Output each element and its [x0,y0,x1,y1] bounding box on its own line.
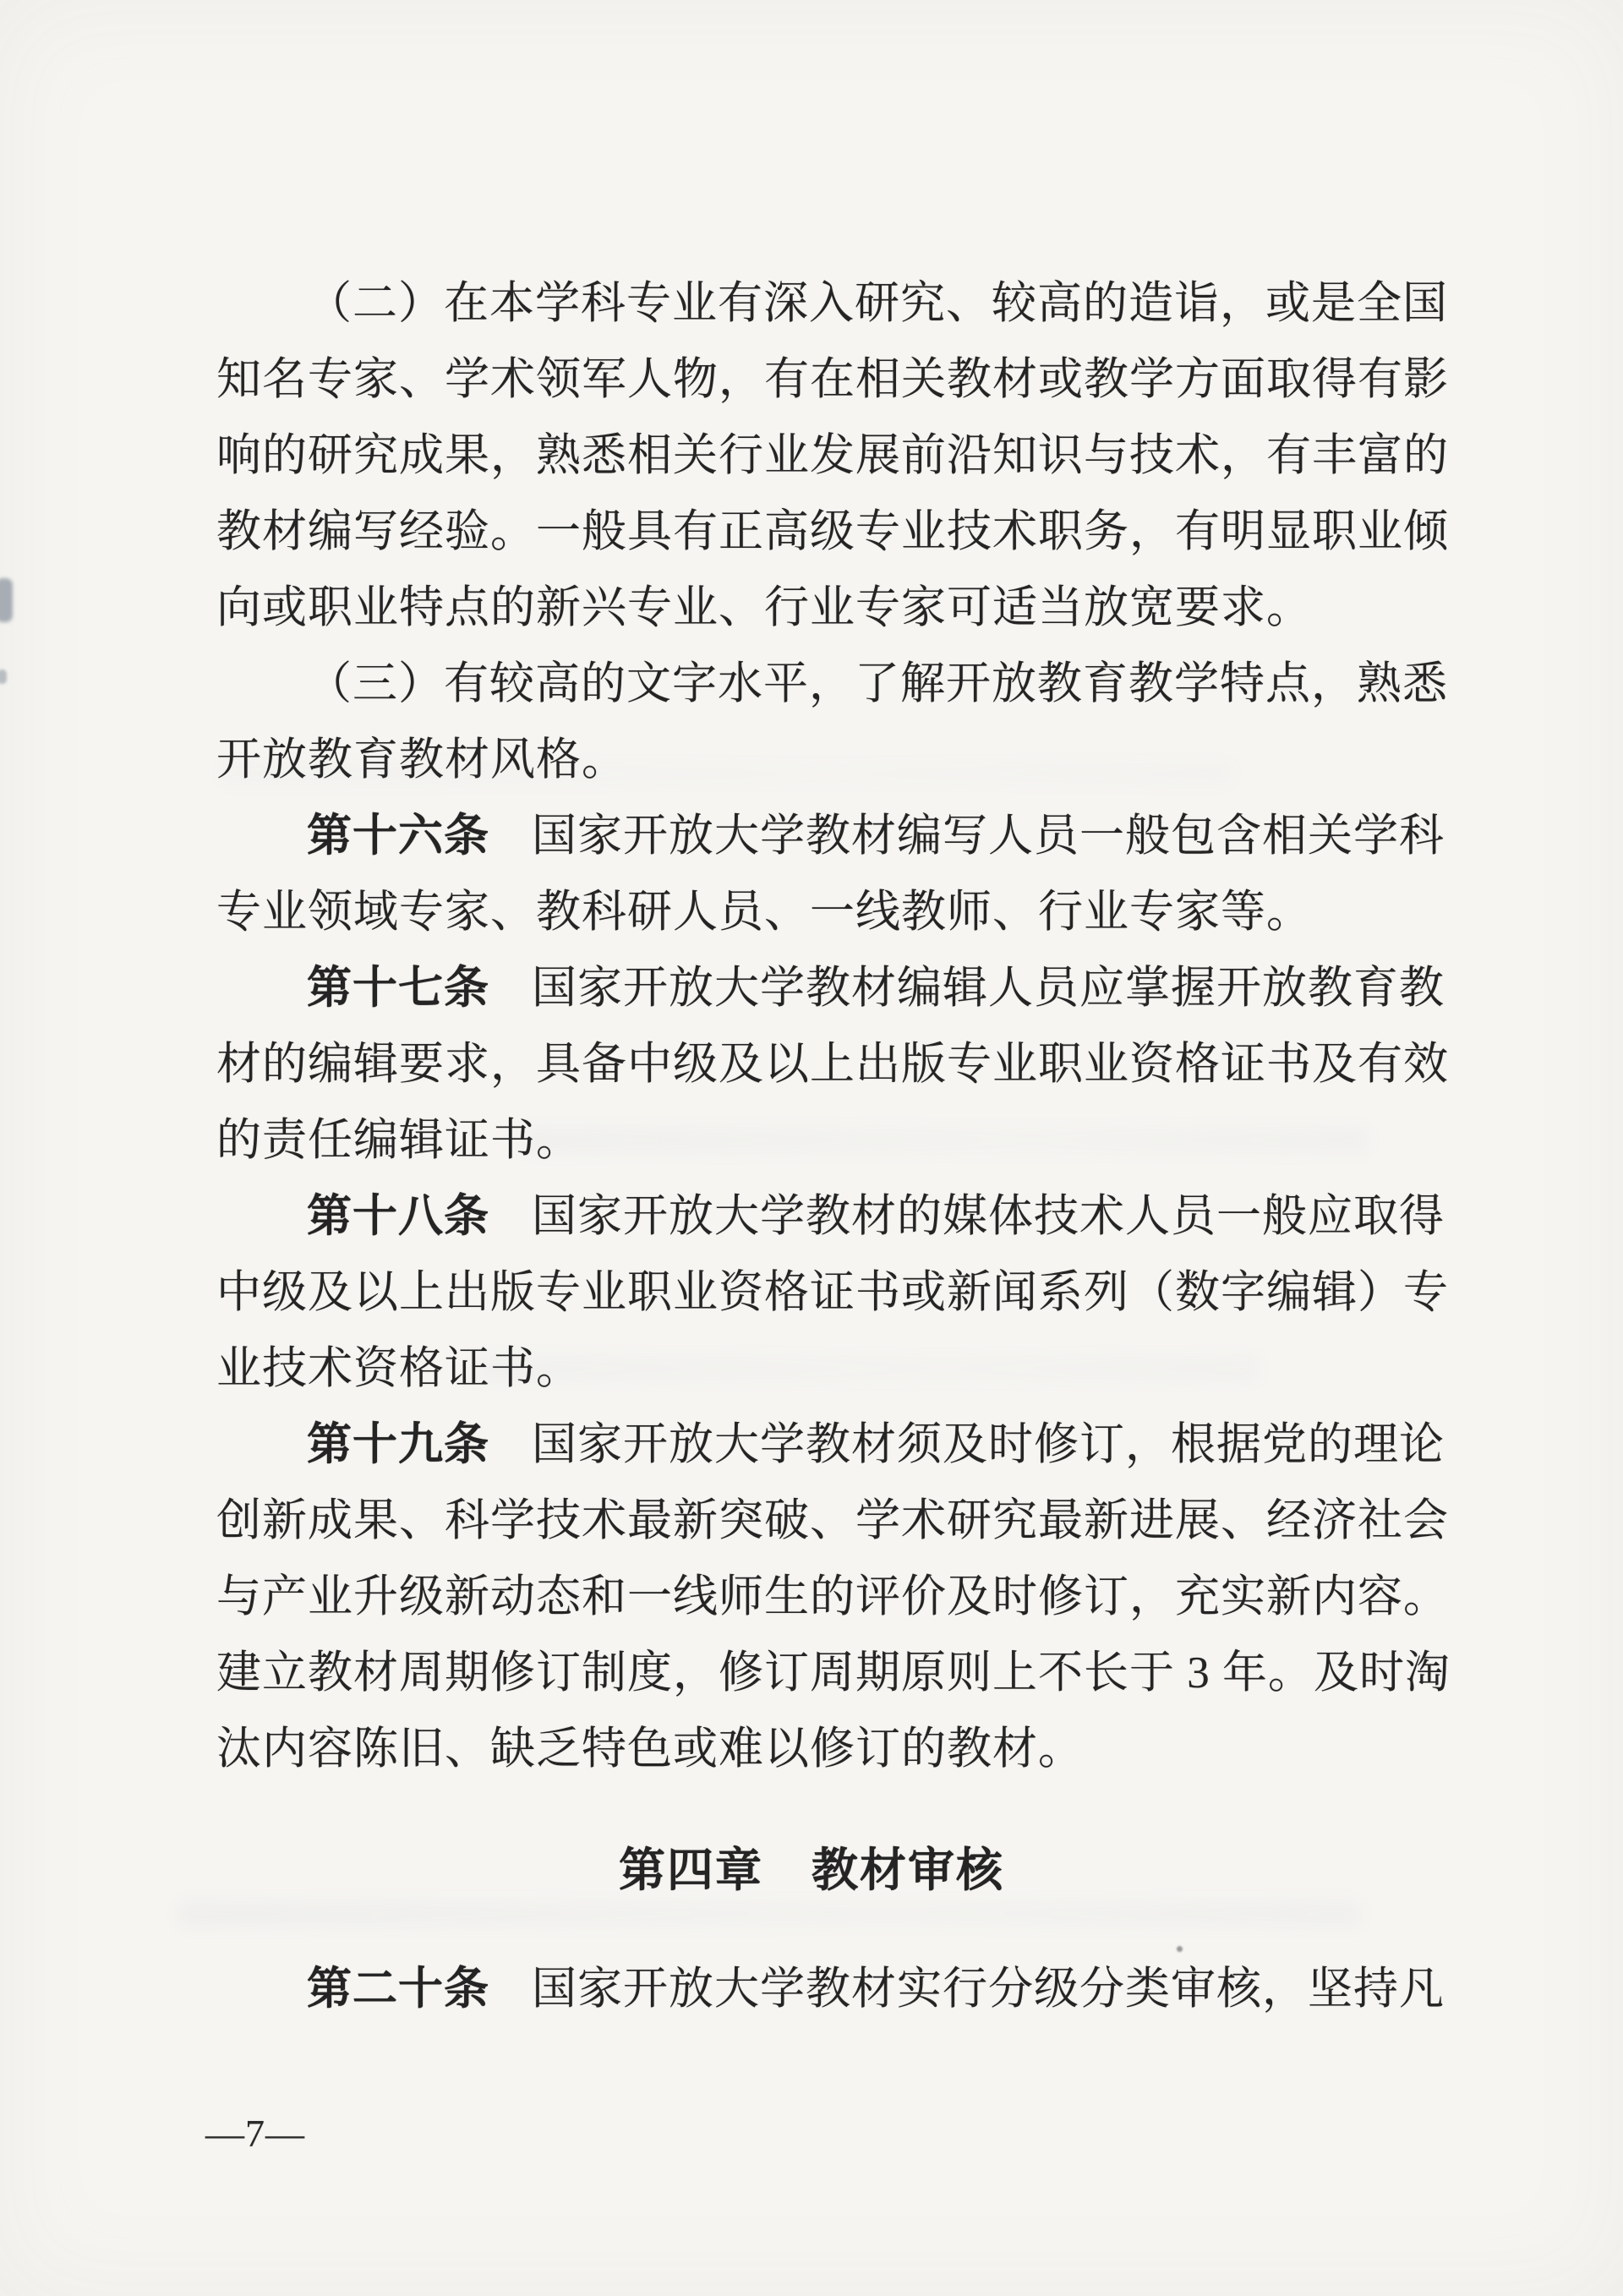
text-line [216,1635,1451,1711]
line-text: 材的编辑要求，具备中级及以上出版专业职业资格证书及有效 [216,1040,1449,1089]
text-line [216,798,1445,874]
page-number: —7— [205,2112,305,2155]
scan-smudge-artifact [0,670,7,684]
line-text: 响的研究成果，熟悉相关行业发展前沿知识与技术，有丰富的 [216,431,1449,480]
text-line [216,722,1442,798]
text-line [216,494,1449,570]
text-line [216,1178,1445,1255]
line-text: （二）在本学科专业有深入研究、较高的造诣，或是全国 [307,279,1448,328]
chapter-heading: 第四章 教材审核 [618,1845,1004,1896]
body-text [216,265,1451,1787]
line-text: 与产业升级新动态和一线师生的评价及时修订，充实新内容。 [216,1572,1449,1621]
article-number-label: 第十六条 [307,812,489,861]
line-text: 向或职业特点的新兴专业、行业专家可适当放宽要求。 [216,583,1312,632]
text-line [216,1407,1445,1483]
body-text-continued [216,1951,1445,2027]
text-line [216,1951,1445,2027]
text-line [216,570,1442,646]
text-line [216,1026,1449,1102]
text-line [216,265,1448,342]
text-line [216,342,1449,418]
line-text: 建立教材周期修订制度，修订周期原则上不长于 3 年。及时淘 [216,1648,1451,1697]
text-line [216,950,1445,1026]
line-text: 汰内容陈旧、缺乏特色或难以修订的教材。 [216,1725,1084,1774]
line-text: 国家开放大学教材的媒体技术人员一般应取得 [532,1192,1445,1241]
line-text: 国家开放大学教材须及时修订，根据党的理论 [532,1420,1445,1469]
text-line [216,1331,1442,1407]
line-text: 创新成果、科学技术最新突破、学术研究最新进展、经济社会 [216,1496,1449,1545]
line-text: 的责任编辑证书。 [216,1116,582,1165]
line-text: 业技术资格证书。 [216,1344,582,1393]
text-line [216,418,1449,494]
line-text: 国家开放大学教材编写人员一般包含相关学科 [532,812,1445,861]
text-line [216,874,1442,950]
text-line [216,646,1448,722]
article-number-label: 第二十条 [307,1965,489,2014]
line-text: （三）有较高的文字水平，了解开放教育教学特点，熟悉 [307,659,1448,708]
line-text: 开放教育教材风格。 [216,735,627,784]
line-text: 知名专家、学术领军人物，有在相关教材或教学方面取得有影 [216,355,1449,404]
line-text: 专业领域专家、教科研人员、一线教师、行业专家等。 [216,888,1312,937]
line-text: 国家开放大学教材编辑人员应掌握开放教育教 [532,964,1445,1013]
article-number-label: 第十八条 [307,1192,489,1241]
line-text: 国家开放大学教材实行分级分类审核，坚持凡 [532,1965,1445,2014]
line-text: 中级及以上出版专业职业资格证书或新闻系列（数字编辑）专 [216,1268,1449,1317]
text-line [216,1711,1442,1787]
article-number-label: 第十九条 [307,1420,489,1469]
text-line [216,1483,1449,1559]
text-line [216,1255,1449,1331]
line-text: 教材编写经验。一般具有正高级专业技术职务，有明显职业倾 [216,507,1449,556]
text-line [216,1559,1449,1635]
text-line [216,1102,1442,1178]
article-number-label: 第十七条 [307,964,489,1013]
scan-smudge-artifact [0,578,13,622]
